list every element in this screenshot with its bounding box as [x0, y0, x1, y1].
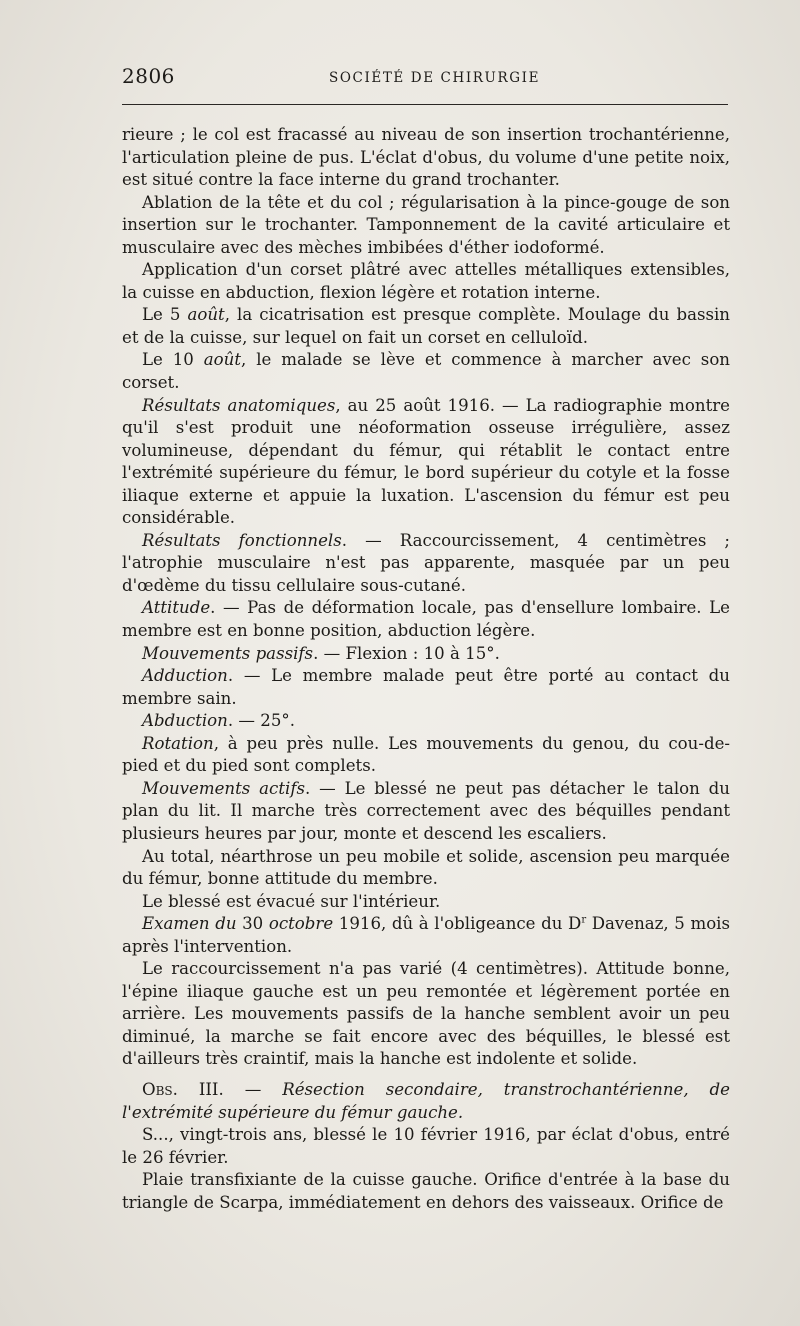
body-text — [122, 124, 730, 1214]
header-rule — [122, 104, 728, 105]
paragraph-evacue: Le blessé est évacué sur l'intérieur. — [142, 891, 441, 911]
paragraph-abduction: Abduction. — 25°. — [142, 711, 295, 731]
paragraph-ablation: Ablation de la tête et du col ; régularisation à la pince-gouge de son insertion sur le trochanter. Tamponnement de la cavité articulaire et musculaire avec des mèches imbibées d'éther iodoformé. — [122, 192, 730, 257]
observation-heading: Obs. III. — Résection secondaire, transtrochantérienne, de l'extrémité supérieure du fémur gauche. — [122, 1079, 730, 1122]
paragraph-mouvements-passifs: Mouvements passifs. — Flexion : 10 à 15°. — [142, 643, 500, 663]
page-number: 2806 — [122, 64, 175, 88]
paragraph-rotation: Rotation, à peu près nulle. Les mouvements du genou, du cou-de-pied et du pied sont complets. — [122, 733, 730, 776]
paragraph-attitude: Attitude. — Pas de déformation locale, pas d'ensellure lombaire. Le membre est en bonne position, abduction légère. — [122, 598, 730, 641]
paragraph-resultats-anatomiques: Résultats anatomiques, au 25 août 1916. — La radiographie montre qu'il s'est produit une néoformation osseuse irrégulière, assez volumineuse, dépendant du fémur, qui rétablit le contact entre l'extrémité supérieure du fémur, le bord supérieur du cotyle et la fosse iliaque externe et appuie la luxation. L'ascension du fémur est peu considérable. — [122, 395, 730, 528]
paragraph-plaie: Plaie transfixiante de la cuisse gauche. Orifice d'entrée à la base du triangle de Scarpa, immédiatement en dehors des vaisseaux. Orifice de — [122, 1170, 730, 1212]
paragraph-examen: Examen du 30 octobre 1916, dû à l'obligeance du $D^r$ Davenaz, 5 mois après l'intervention. — [122, 914, 731, 956]
page-header — [122, 64, 728, 94]
paragraph-5-aout: Le 5 août, la cicatrisation est presque complète. Moulage du bassin et de la cuisse, sur lequel on fait un corset en celluloïd. — [122, 305, 730, 347]
paragraph-au-total: Au total, néarthrose un peu mobile et solide, ascension peu marquée du fémur, bonne attitude du membre. — [122, 846, 730, 889]
paragraph-10-aout: Le 10 août, le malade se lève et commence à marcher avec son corset. — [122, 350, 730, 393]
paragraph-patient: S..., vingt-trois ans, blessé le 10 février 1916, par éclat d'obus, entré le 26 février. — [122, 1125, 730, 1167]
running-head: SOCIÉTÉ DE CHIRURGIE — [329, 70, 541, 86]
paragraph-adduction: Adduction. — Le membre malade peut être porté au contact du membre sain. — [122, 666, 730, 708]
paragraph-continuation: rieure ; le col est fracassé au niveau de son insertion trochantérienne, l'articulation pleine de pus. L'éclat d'obus, du volume d'une petite noix, est situé contre la face interne du grand trochanter. — [122, 125, 730, 190]
paragraph-raccourcissement: Le raccourcissement n'a pas varié (4 centimètres). Attitude bonne, l'épine iliaque gauche est un peu remontée et légèrement portée en arrière. Les mouvements passifs de la hanche semblent avoir un peu diminué, la marche se fait encore avec des béquilles, le blessé est d'ailleurs très craintif, mais la hanche est indolente et solide. — [122, 959, 730, 1069]
paragraph-mouvements-actifs: Mouvements actifs. — Le blessé ne peut pas détacher le talon du plan du lit. Il marche très correctement avec des béquilles pendant plusieurs heures par jour, monte et descend les escaliers. — [122, 778, 730, 843]
paragraph-resultats-fonctionnels: Résultats fonctionnels. — Raccourcissement, 4 centimètres ; l'atrophie musculaire n'est pas apparente, masquée par un peu d'œdème du tissu cellulaire sous-cutané. — [122, 530, 730, 595]
paragraph-corset: Application d'un corset plâtré avec attelles métalliques extensibles, la cuisse en abduction, flexion légère et rotation interne. — [122, 260, 730, 302]
